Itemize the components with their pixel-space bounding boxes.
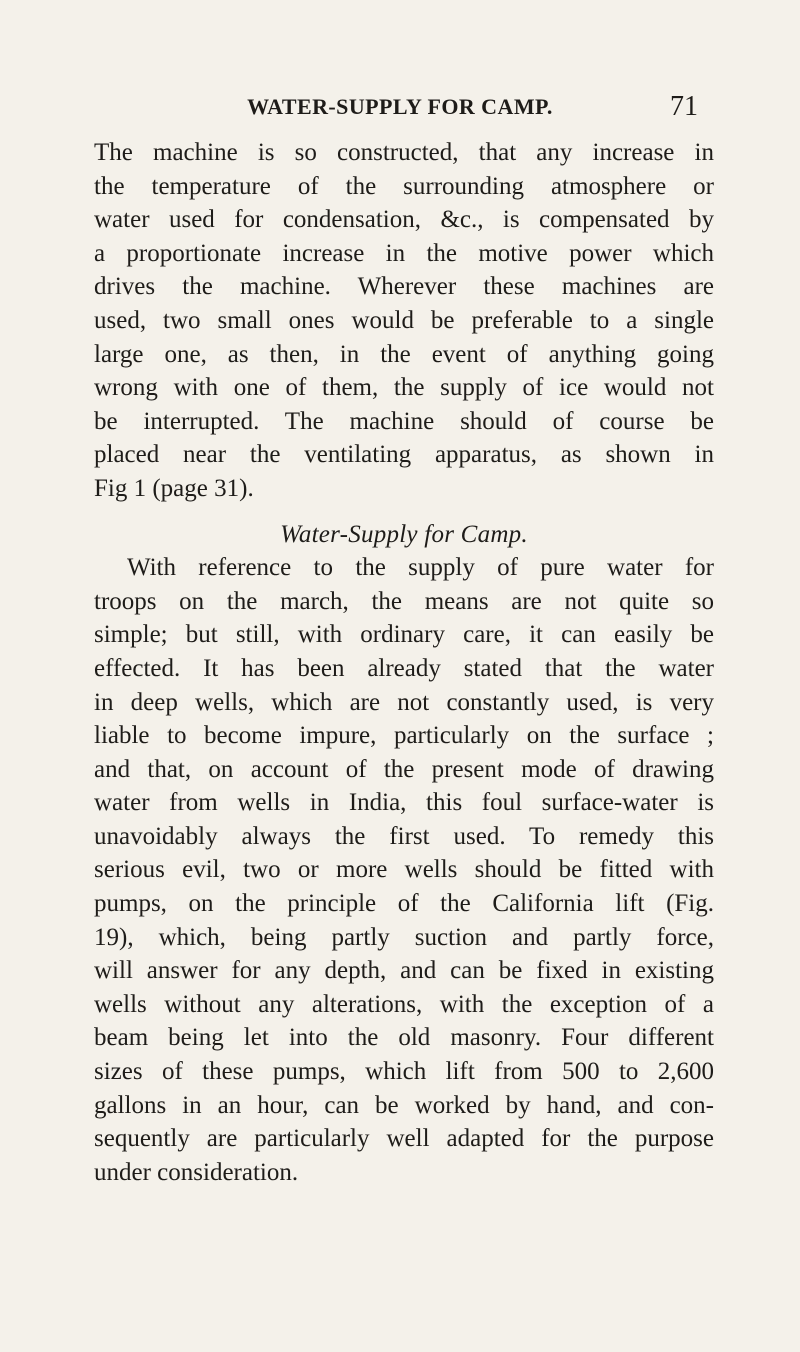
paragraph-water-supply — [94, 551, 714, 1189]
text-line: wrong with one of them, the supply of ice would not — [94, 374, 714, 402]
text-line: large one, as then, in the event of anything going — [94, 340, 714, 368]
text-line: a proportionate increase in the motive power which — [94, 239, 714, 267]
text-line: simple; but still, with ordinary care, it can easily be — [94, 621, 714, 649]
running-head — [0, 90, 800, 124]
running-title: WATER-SUPPLY FOR CAMP. — [247, 94, 553, 119]
text-line: in deep wells, which are not constantly used, is very — [94, 688, 714, 716]
text-line: sequently are particularly well adapted for the purpose — [94, 1125, 714, 1153]
section-heading: Water-Supply for Camp. — [280, 520, 528, 548]
text-line: gallons in an hour, can be worked by hand, and con- — [94, 1091, 714, 1119]
text-line: unavoidably always the first used. To remedy this — [94, 822, 714, 850]
text-line: the temperature of the surrounding atmosphere or — [94, 172, 714, 200]
text-line: Fig 1 (page 31). — [94, 474, 254, 502]
text-line: drives the machine. Wherever these machines are — [94, 273, 714, 301]
text-line: will answer for any depth, and can be fixed in existing — [94, 957, 714, 985]
text-line: The machine is so constructed, that any increase in — [94, 139, 714, 166]
text-line: liable to become impure, particularly on the surface ; — [94, 722, 714, 750]
text-line: and that, on account of the present mode of drawing — [94, 755, 714, 783]
page-number: 71 — [670, 91, 698, 122]
paragraph-refrigeration — [94, 136, 714, 506]
text-line: under consideration. — [94, 1158, 299, 1186]
text-line: 19), which, being partly suction and partly force, — [94, 923, 714, 951]
text-line: water from wells in India, this foul surface-water is — [94, 789, 714, 817]
text-line: serious evil, two or more wells should be fitted with — [94, 856, 714, 884]
text-line: beam being let into the old masonry. Four different — [94, 1024, 714, 1052]
text-line: troops on the march, the means are not quite so — [94, 587, 714, 615]
text-line: be interrupted. The machine should of course be — [94, 407, 714, 435]
text-line: With reference to the supply of pure water for — [127, 554, 714, 582]
text-line: sizes of these pumps, which lift from 500 to 2,600 — [94, 1058, 714, 1086]
text-line: used, two small ones would be preferable to a single — [94, 306, 714, 334]
text-line: effected. It has been already stated that the water — [94, 654, 714, 682]
text-line: pumps, on the principle of the California lift (Fig. — [94, 890, 714, 918]
text-line: water used for condensation, &c., is compensated by — [94, 206, 714, 234]
text-line: placed near the ventilating apparatus, as shown in — [94, 441, 714, 469]
text-line: wells without any alterations, with the exception of a — [94, 990, 714, 1018]
page-body — [94, 136, 714, 1189]
